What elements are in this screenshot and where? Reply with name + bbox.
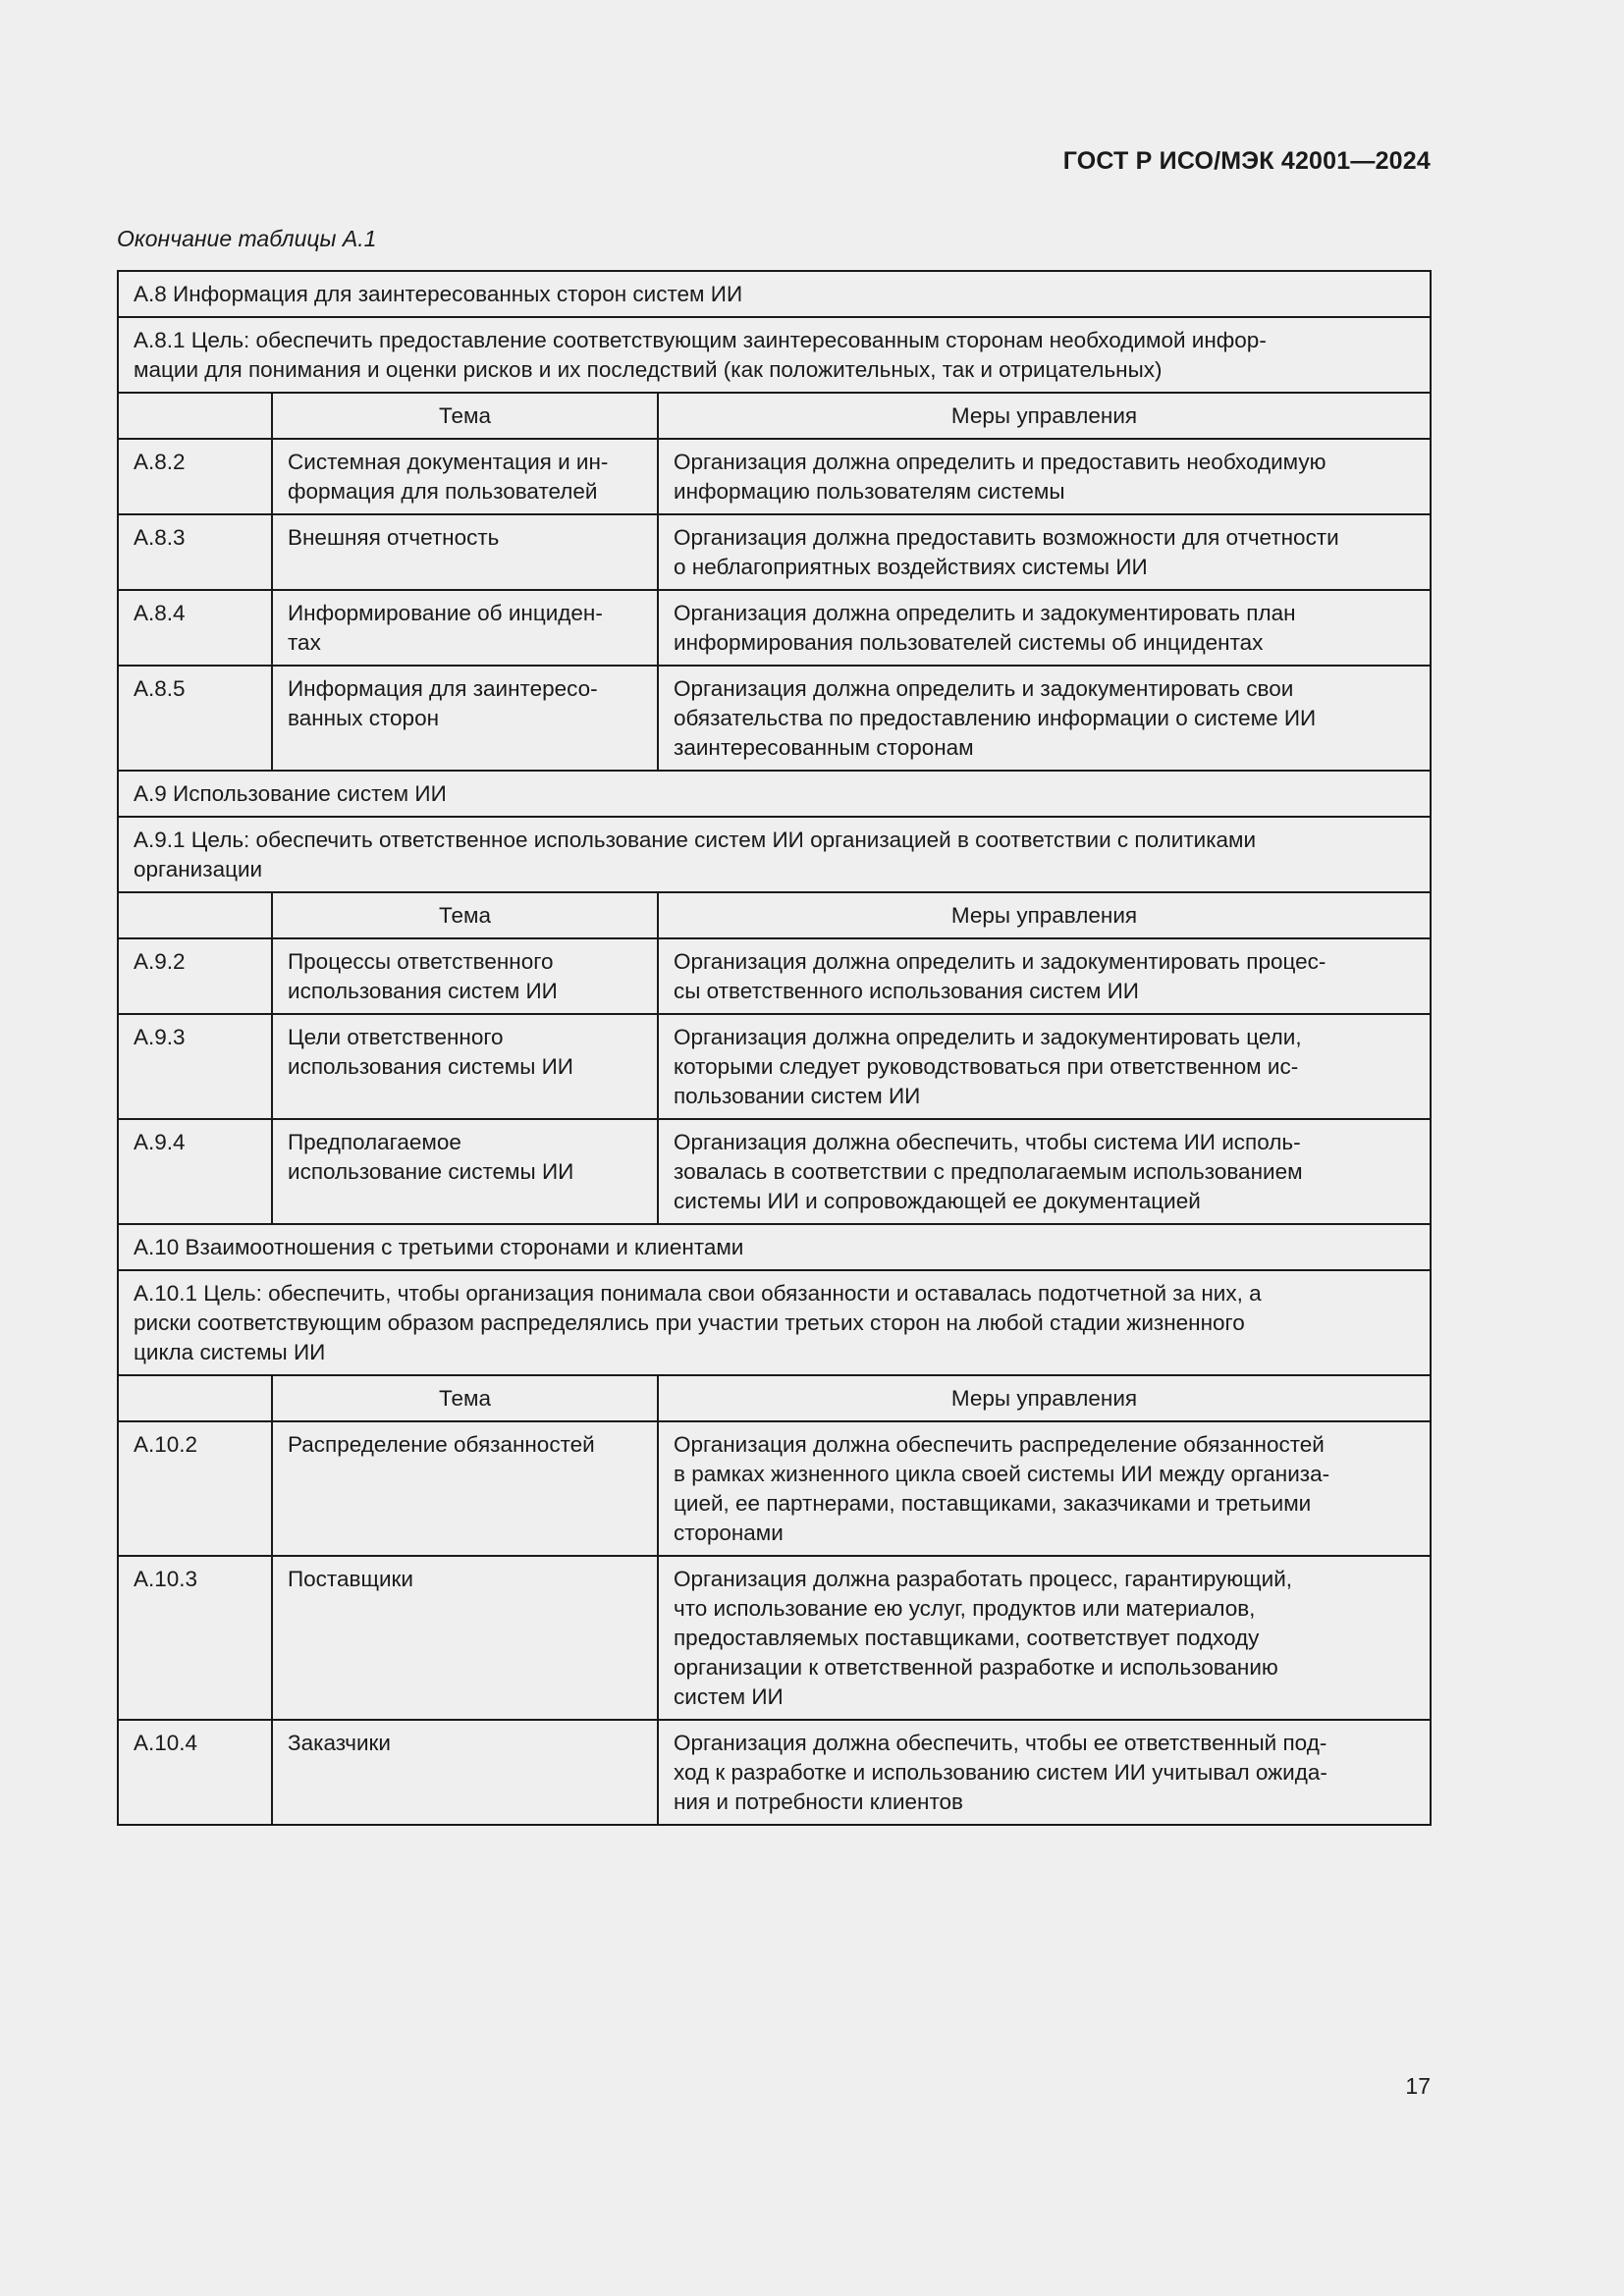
table-row (118, 514, 1431, 590)
table-row (118, 666, 1431, 771)
control-measure: Организация должна обеспечить распределение обязанностей в рамках жизненного цикла своей системы ИИ между организа- цией, ее партнерами, поставщиками, заказчиками и третьими сторонами (658, 1421, 1431, 1556)
control-id: А.8.4 (118, 590, 272, 666)
section-title: А.10 Взаимоотношения с третьими сторонами и клиентами (118, 1224, 1431, 1270)
section-objective: А.10.1 Цель: обеспечить, чтобы организация понимала свои обязанности и оставалась подотчетной за них, а риски соответствующим образом распределялись при участии третьих сторон на любой стадии жизненного цикла системы ИИ (118, 1270, 1431, 1375)
control-measure: Организация должна определить и задокументировать цели, которыми следует руководствоваться при ответственном ис- пользовании систем ИИ (658, 1014, 1431, 1119)
control-topic: Цели ответственного использования системы ИИ (272, 1014, 658, 1119)
section-title: А.8 Информация для заинтересованных сторон систем ИИ (118, 271, 1431, 317)
control-measure: Организация должна определить и задокументировать процес- сы ответственного использования систем ИИ (658, 938, 1431, 1014)
document-code: ГОСТ Р ИСО/МЭК 42001—2024 (1062, 147, 1431, 175)
table-caption: Окончание таблицы А.1 (117, 226, 377, 251)
control-topic: Распределение обязанностей (272, 1421, 658, 1556)
control-measure: Организация должна определить и задокументировать свои обязательства по предоставлению информации о системе ИИ заинтересованным сторонам (658, 666, 1431, 771)
control-id: А.8.2 (118, 439, 272, 514)
column-header-row (118, 892, 1431, 938)
control-topic: Предполагаемое использование системы ИИ (272, 1119, 658, 1224)
control-id: А.10.2 (118, 1421, 272, 1556)
controls-table (117, 270, 1432, 1826)
control-measure: Организация должна определить и предоставить необходимую информацию пользователям системы (658, 439, 1431, 514)
page-number: 17 (1405, 2073, 1431, 2099)
table-row (118, 1556, 1431, 1720)
section-objective-row (118, 317, 1431, 393)
table-row (118, 938, 1431, 1014)
column-header-topic: Тема (272, 1375, 658, 1421)
control-topic: Поставщики (272, 1556, 658, 1720)
section-objective-row (118, 817, 1431, 892)
column-header-row (118, 1375, 1431, 1421)
control-id: А.10.4 (118, 1720, 272, 1825)
table-row (118, 590, 1431, 666)
column-header-id (118, 1375, 272, 1421)
section-objective: А.8.1 Цель: обеспечить предоставление соответствующим заинтересованным сторонам необходимой инфор- мации для понимания и оценки рисков и их последствий (как положительных, так и отрицательных) (118, 317, 1431, 393)
control-id: А.9.3 (118, 1014, 272, 1119)
section-objective-row (118, 1270, 1431, 1375)
table-row (118, 1720, 1431, 1825)
control-topic: Процессы ответственного использования систем ИИ (272, 938, 658, 1014)
control-topic: Внешняя отчетность (272, 514, 658, 590)
control-measure: Организация должна обеспечить, чтобы ее ответственный под- ход к разработке и использованию систем ИИ учитывал ожида- ния и потребности клиентов (658, 1720, 1431, 1825)
section-title-row (118, 1224, 1431, 1270)
control-topic: Информирование об инциден- тах (272, 590, 658, 666)
table-row (118, 1014, 1431, 1119)
control-id: А.10.3 (118, 1556, 272, 1720)
control-topic: Заказчики (272, 1720, 658, 1825)
column-header-controls: Меры управления (658, 892, 1431, 938)
section-title-row (118, 271, 1431, 317)
column-header-id (118, 892, 272, 938)
section-title-row (118, 771, 1431, 817)
column-header-topic: Тема (272, 393, 658, 439)
control-id: А.9.2 (118, 938, 272, 1014)
control-measure: Организация должна разработать процесс, гарантирующий, что использование ею услуг, продуктов или материалов, предоставляемых поставщиками, соответствует подходу организации к ответственной разработке и использованию систем ИИ (658, 1556, 1431, 1720)
control-id: А.8.5 (118, 666, 272, 771)
column-header-id (118, 393, 272, 439)
control-measure: Организация должна определить и задокументировать план информирования пользователей системы об инцидентах (658, 590, 1431, 666)
column-header-topic: Тема (272, 892, 658, 938)
control-topic: Информация для заинтересо- ванных сторон (272, 666, 658, 771)
control-measure: Организация должна обеспечить, чтобы система ИИ исполь- зовалась в соответствии с предполагаемым использованием системы ИИ и сопровождающей ее документацией (658, 1119, 1431, 1224)
column-header-controls: Меры управления (658, 393, 1431, 439)
table-row (118, 439, 1431, 514)
control-measure: Организация должна предоставить возможности для отчетности о неблагоприятных воздействиях системы ИИ (658, 514, 1431, 590)
control-topic: Системная документация и ин- формация для пользователей (272, 439, 658, 514)
table-row (118, 1421, 1431, 1556)
column-header-controls: Меры управления (658, 1375, 1431, 1421)
control-id: А.9.4 (118, 1119, 272, 1224)
section-title: А.9 Использование систем ИИ (118, 771, 1431, 817)
section-objective: А.9.1 Цель: обеспечить ответственное использование систем ИИ организацией в соответствии с политиками организации (118, 817, 1431, 892)
table-body (118, 271, 1431, 1825)
table-row (118, 1119, 1431, 1224)
column-header-row (118, 393, 1431, 439)
control-id: А.8.3 (118, 514, 272, 590)
